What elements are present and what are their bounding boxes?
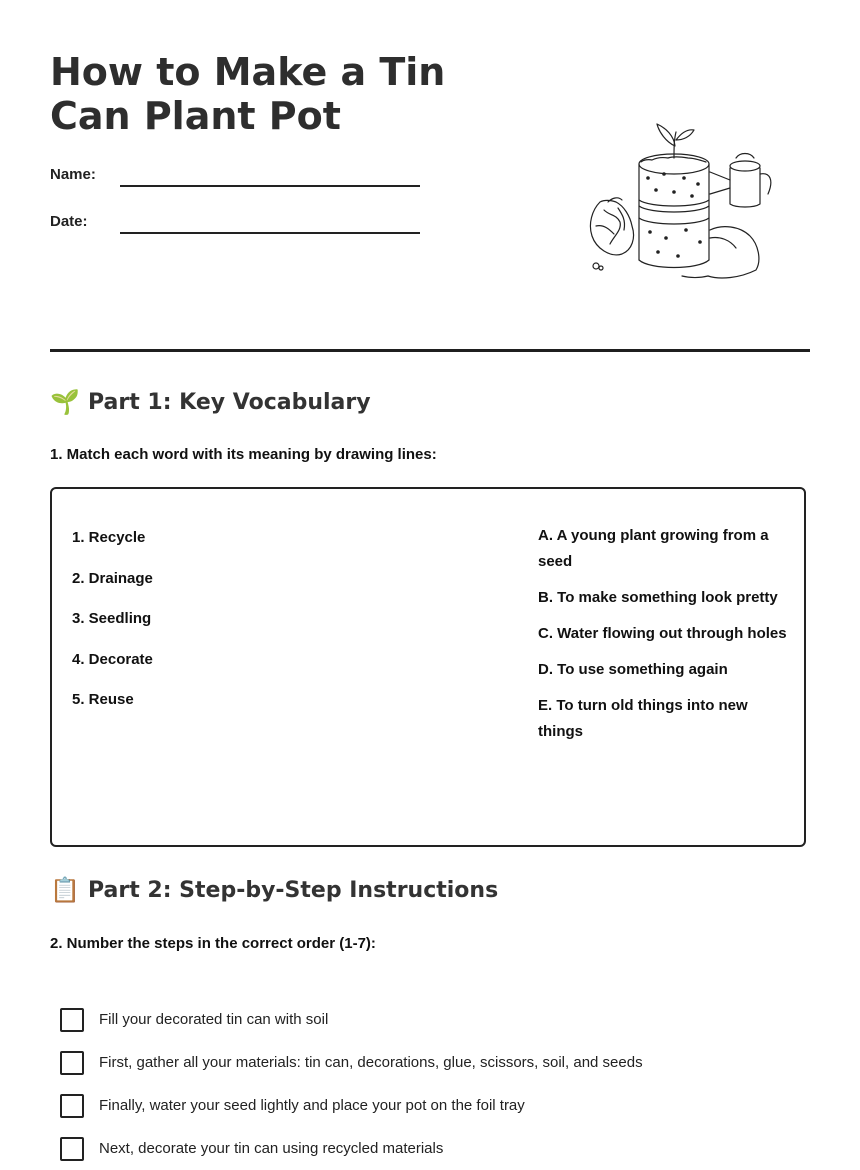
step-number-box[interactable] [60, 1008, 84, 1032]
tin-can-plant-pot-illustration-icon [570, 118, 780, 288]
step-number-box[interactable] [60, 1137, 84, 1161]
step-text: Fill your decorated tin can with soil [99, 1011, 329, 1028]
definition-item[interactable]: E. To turn old things into new things [538, 697, 748, 740]
seedling-icon: 🌱 [50, 388, 80, 416]
step-text: Finally, water your seed lightly and place your pot on the foil tray [99, 1097, 525, 1114]
vocabulary-matching-box[interactable] [50, 487, 806, 847]
definition-item[interactable]: C. Water flowing out through holes [538, 625, 787, 642]
step-item [60, 998, 643, 1041]
name-field[interactable] [50, 166, 430, 196]
step-item [60, 1084, 643, 1127]
matching-question: 1. Match each word with its meaning by drawing lines: [50, 446, 437, 463]
part1-heading [50, 388, 371, 416]
part1-title: Part 1: Key Vocabulary [88, 389, 371, 415]
step-number-box[interactable] [60, 1051, 84, 1075]
step-item [60, 1041, 643, 1084]
vocabulary-word[interactable]: 5. Reuse [72, 691, 134, 708]
date-label: Date: [50, 213, 88, 230]
name-label: Name: [50, 166, 96, 183]
vocabulary-word[interactable]: 3. Seedling [72, 610, 152, 627]
vocabulary-word[interactable]: 4. Decorate [72, 650, 153, 668]
part2-title: Part 2: Step-by-Step Instructions [88, 877, 499, 903]
page-title: How to Make a Tin Can Plant Pot [50, 50, 446, 138]
definition-item[interactable]: A. A young plant growing from a seed [538, 527, 769, 570]
vocabulary-word[interactable]: 2. Drainage [72, 569, 153, 587]
clipboard-icon: 📋 [50, 876, 80, 904]
section-divider [50, 349, 810, 352]
step-list [60, 998, 643, 1170]
step-item [60, 1127, 643, 1170]
ordering-question: 2. Number the steps in the correct order (1-7): [50, 935, 376, 952]
part2-heading [50, 876, 498, 904]
date-field[interactable] [50, 213, 430, 243]
step-text: First, gather all your materials: tin can, decorations, glue, scissors, soil, and seeds [99, 1054, 643, 1071]
definition-list [538, 527, 793, 759]
definition-item[interactable]: D. To use something again [538, 661, 728, 678]
vocabulary-word[interactable]: 1. Recycle [72, 529, 146, 546]
name-line[interactable] [120, 185, 420, 187]
step-number-box[interactable] [60, 1094, 84, 1118]
vocabulary-word-list [72, 527, 153, 730]
date-line[interactable] [120, 232, 420, 234]
step-text: Next, decorate your tin can using recycled materials [99, 1140, 444, 1157]
definition-item[interactable]: B. To make something look pretty [538, 589, 778, 606]
